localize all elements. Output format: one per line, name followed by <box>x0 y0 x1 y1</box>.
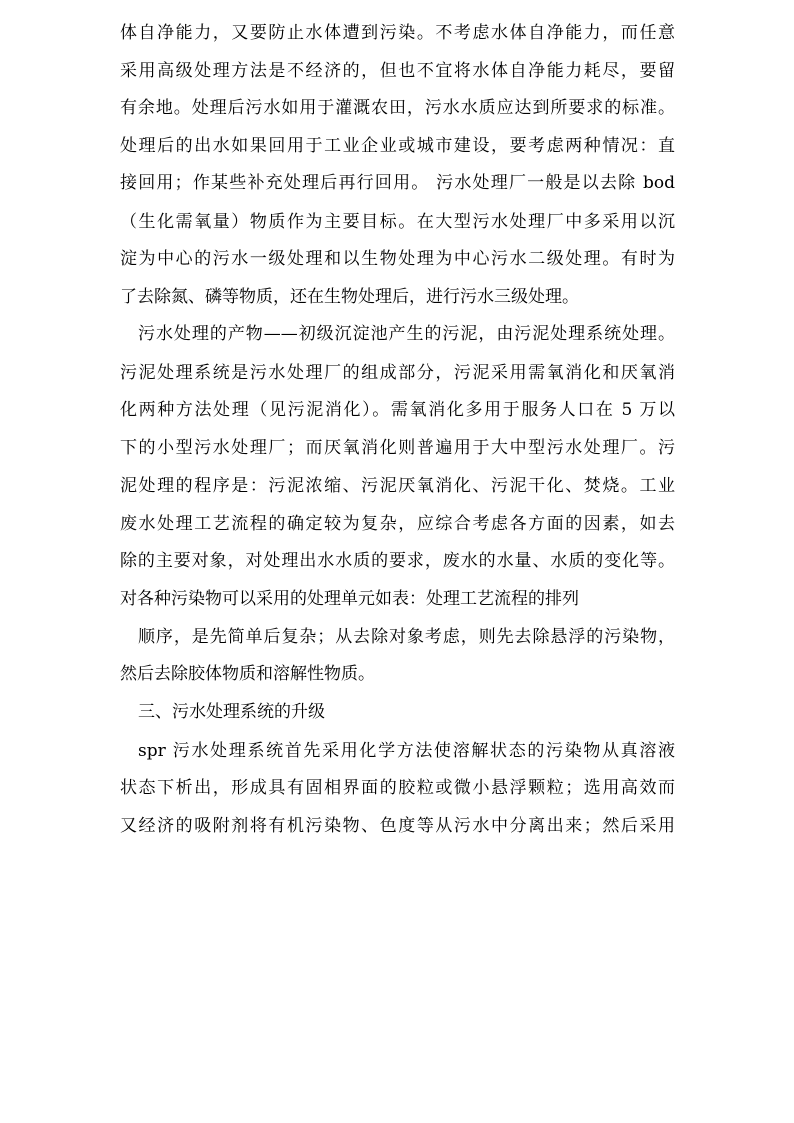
text-line: 然后去除胶体物质和溶解性物质。 <box>120 664 375 684</box>
text-line: 对各种污染物可以采用的处理单元如表：处理工艺流程的排列 <box>120 589 579 609</box>
text-line: spr 污水处理系统首先采用化学方法使溶解状态的污染物从真溶液 <box>138 741 675 761</box>
text-line: 接回用；作某些补充处理后再行回用。 污水处理厂一般是以去除 bod <box>120 173 675 193</box>
text-line: 泥处理的程序是：污泥浓缩、污泥厌氧消化、污泥干化、焚烧。工业 <box>120 476 675 496</box>
text-line: 体自净能力，又要防止水体遭到污染。不考虑水体自净能力，而任意 <box>120 23 675 43</box>
text-line: 污水处理的产物——初级沉淀池产生的污泥，由污泥处理系统处理。 <box>138 324 675 344</box>
text-line: 除的主要对象，对处理出水水质的要求，废水的水量、水质的变化等。 <box>120 551 675 571</box>
text-line: 状态下析出，形成具有固相界面的胶粒或微小悬浮颗粒；选用高效而 <box>120 778 675 798</box>
text-line: 又经济的吸附剂将有机污染物、色度等从污水中分离出来；然后采用 <box>120 816 675 836</box>
text-line: 了去除氮、磷等物质，还在生物处理后，进行污水三级处理。 <box>120 287 579 307</box>
text-line: （生化需氧量）物质作为主要目标。在大型污水处理厂中多采用以沉 <box>120 212 675 232</box>
text-line: 废水处理工艺流程的确定较为复杂，应综合考虑各方面的因素，如去 <box>120 514 675 534</box>
text-line: 化两种方法处理（见污泥消化）。需氧消化多用于服务人口在 5 万以 <box>120 400 675 420</box>
text-line: 顺序，是先简单后复杂；从去除对象考虑，则先去除悬浮的污染物， <box>138 627 675 647</box>
text-line: 污泥处理系统是污水处理厂的组成部分，污泥采用需氧消化和厌氧消 <box>120 363 675 383</box>
text-line: 采用高级处理方法是不经济的，但也不宜将水体自净能力耗尽，要留 <box>120 61 675 81</box>
section-heading: 三、污水处理系统的升级 <box>138 702 325 722</box>
text-line: 处理后的出水如果回用于工业企业或城市建设，要考虑两种情况：直 <box>120 136 675 156</box>
text-line: 下的小型污水处理厂；而厌氧消化则普遍用于大中型污水处理厂。污 <box>120 438 675 458</box>
text-line: 淀为中心的污水一级处理和以生物处理为中心污水二级处理。有时为 <box>120 249 675 269</box>
text-line: 有余地。处理后污水如用于灌溉农田，污水水质应达到所要求的标准。 <box>120 98 675 118</box>
